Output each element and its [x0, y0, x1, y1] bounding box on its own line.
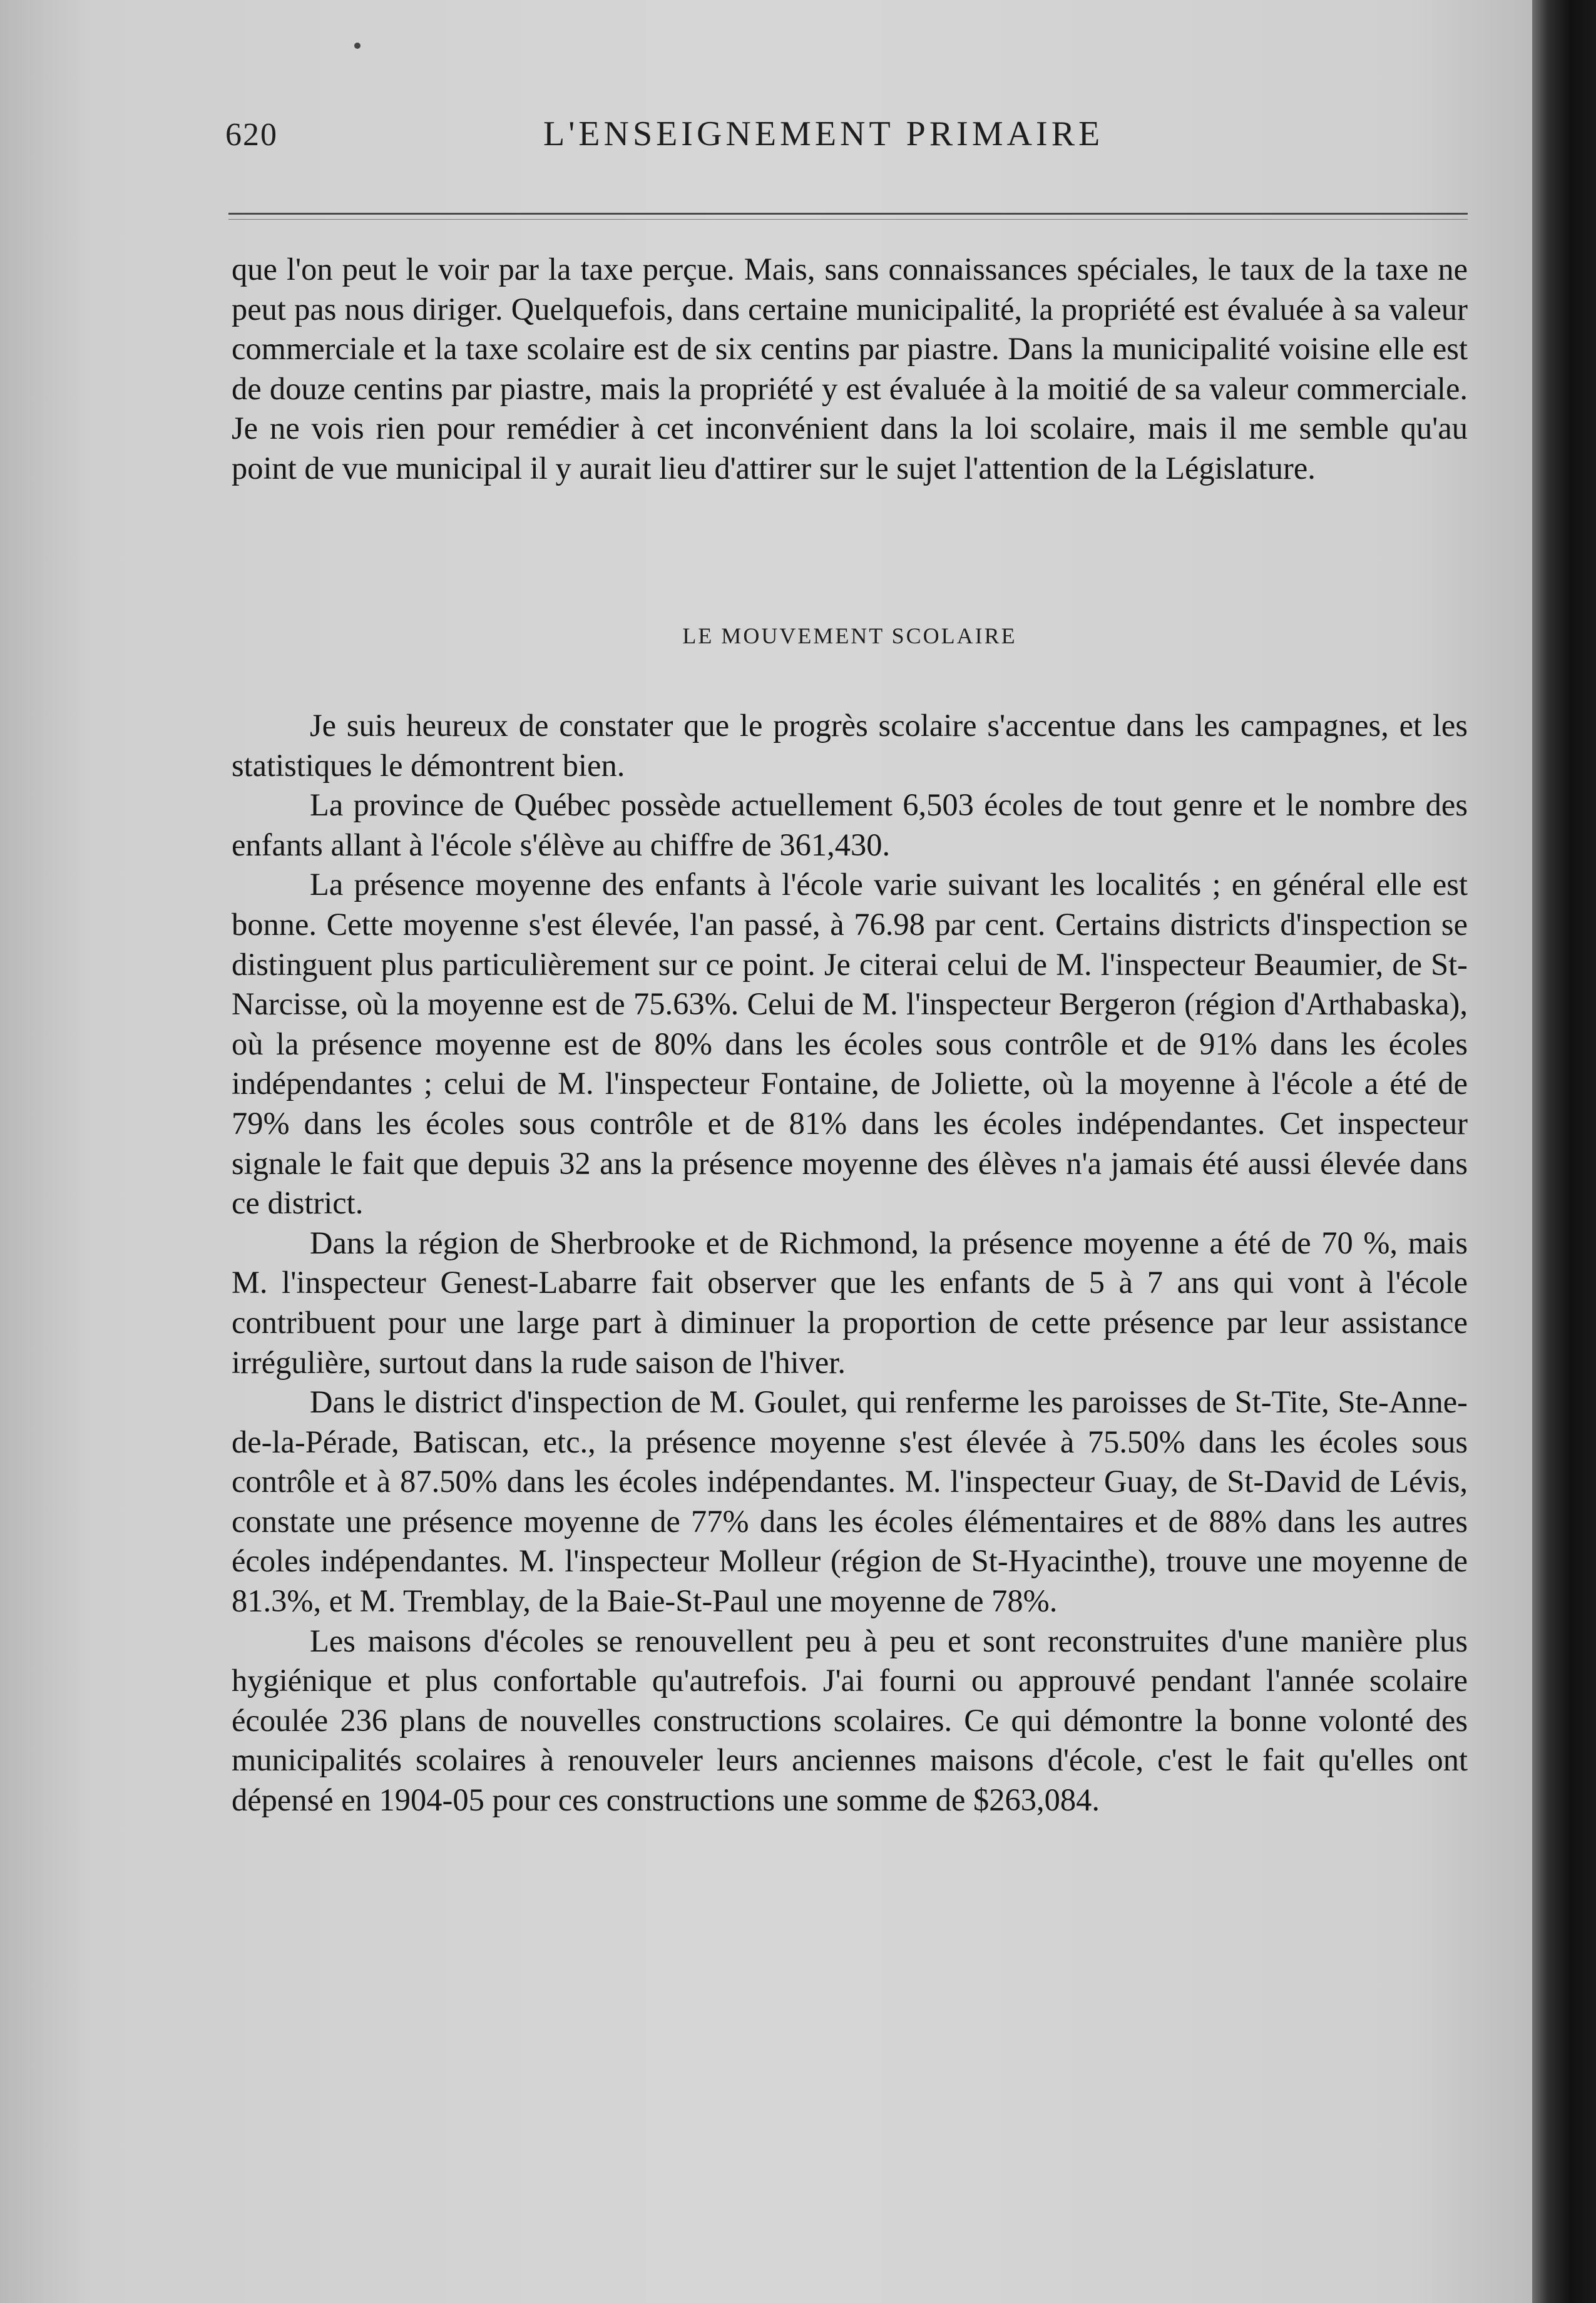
section-text-block: [232, 706, 1468, 1820]
book-spine-edge: [1532, 0, 1596, 2303]
header-rule: [228, 213, 1468, 215]
section-heading: LE MOUVEMENT SCOLAIRE: [682, 623, 1017, 648]
running-title: L'ENSEIGNEMENT PRIMAIRE: [543, 115, 1104, 153]
paragraph-sherbrooke: Dans la région de Sherbrooke et de Richmond, la présence moyenne a été de 70 %, mais M. l'inspecteur Genest-Labarre fait observer que les enfants de 5 à 7 ans qui vont à l'école contribuent pour une large part à diminuer la proportion de cette présence par leur assistance irrégulière, surtout dans la rude saison de l'hiver.: [232, 1225, 1468, 1380]
page-number: 620: [225, 117, 278, 153]
opening-text-block: [232, 250, 1468, 489]
paragraph-progres: Je suis heureux de constater que le progrès scolaire s'accentue dans les campagnes, et les statistiques le démontrent bien.: [232, 708, 1468, 783]
paragraph-ecoles: La province de Québec possède actuellement 6,503 écoles de tout genre et le nombre des enfants allant à l'école s'élève au chiffre de 361,430.: [232, 787, 1468, 862]
header-rule-secondary: [228, 219, 1468, 220]
print-speck: [354, 43, 361, 49]
paragraph-maisons: Les maisons d'écoles se renouvellent peu à peu et sont reconstruites d'une manière plus hygiénique et plus confortable qu'autrefois. J'ai fourni ou approuvé pendant l'année scolaire écoulée 236 plans de nouvelles constructions scolaires. Ce qui démontre la bonne volonté des municipalités scolaires à renouveler leurs anciennes maisons d'école, c'est le fait qu'elles ont dépensé en 1904-05 pour ces constructions une somme de $263,084.: [232, 1623, 1468, 1818]
opening-paragraph: que l'on peut le voir par la taxe perçue. Mais, sans connaissances spéciales, le taux de la taxe ne peut pas nous diriger. Quelquefois, dans certaine municipalité, la propriété est évaluée à sa valeur commerciale et la taxe scolaire est de six centins par piastre. Dans la municipalité voisine elle est de douze centins par piastre, mais la propriété y est évaluée à la moitié de sa valeur commerciale. Je ne vois rien pour remédier à cet inconvénient dans la loi scolaire, mais il me semble qu'au point de vue municipal il y aurait lieu d'attirer sur le sujet l'attention de la Législature.: [232, 252, 1468, 486]
paragraph-goulet: Dans le district d'inspection de M. Goulet, qui renferme les paroisses de St-Tite, Ste-Anne-de-la-Pérade, Batiscan, etc., la présence moyenne s'est élevée à 75.50% dans les écoles sous contrôle et à 87.50% dans les écoles indépendantes. M. l'inspecteur Guay, de St-David de Lévis, constate une présence moyenne de 77% dans les écoles élémentaires et de 88% dans les autres écoles indépendantes. M. l'inspecteur Molleur (région de St-Hyacinthe), trouve une moyenne de 81.3%, et M. Tremblay, de la Baie-St-Paul une moyenne de 78%.: [232, 1384, 1468, 1619]
paragraph-presence: La présence moyenne des enfants à l'école varie suivant les localités ; en général elle est bonne. Cette moyenne s'est élevée, l'an passé, à 76.98 par cent. Certains districts d'inspection se distinguent plus particulièrement sur ce point. Je citerai celui de M. l'inspecteur Beaumier, de St-Narcisse, où la moyenne est de 75.63%. Celui de M. l'inspecteur Bergeron (région d'Arthabaska), où la présence moyenne est de 80% dans les écoles sous contrôle et de 91% dans les écoles indépendantes ; celui de M. l'inspecteur Fontaine, de Joliette, où la moyenne à l'école a été de 79% dans les écoles sous contrôle et de 81% dans les écoles indépendantes. Cet inspecteur signale le fait que depuis 32 ans la présence moyenne des élèves n'a jamais été aussi élevée dans ce district.: [232, 867, 1468, 1221]
